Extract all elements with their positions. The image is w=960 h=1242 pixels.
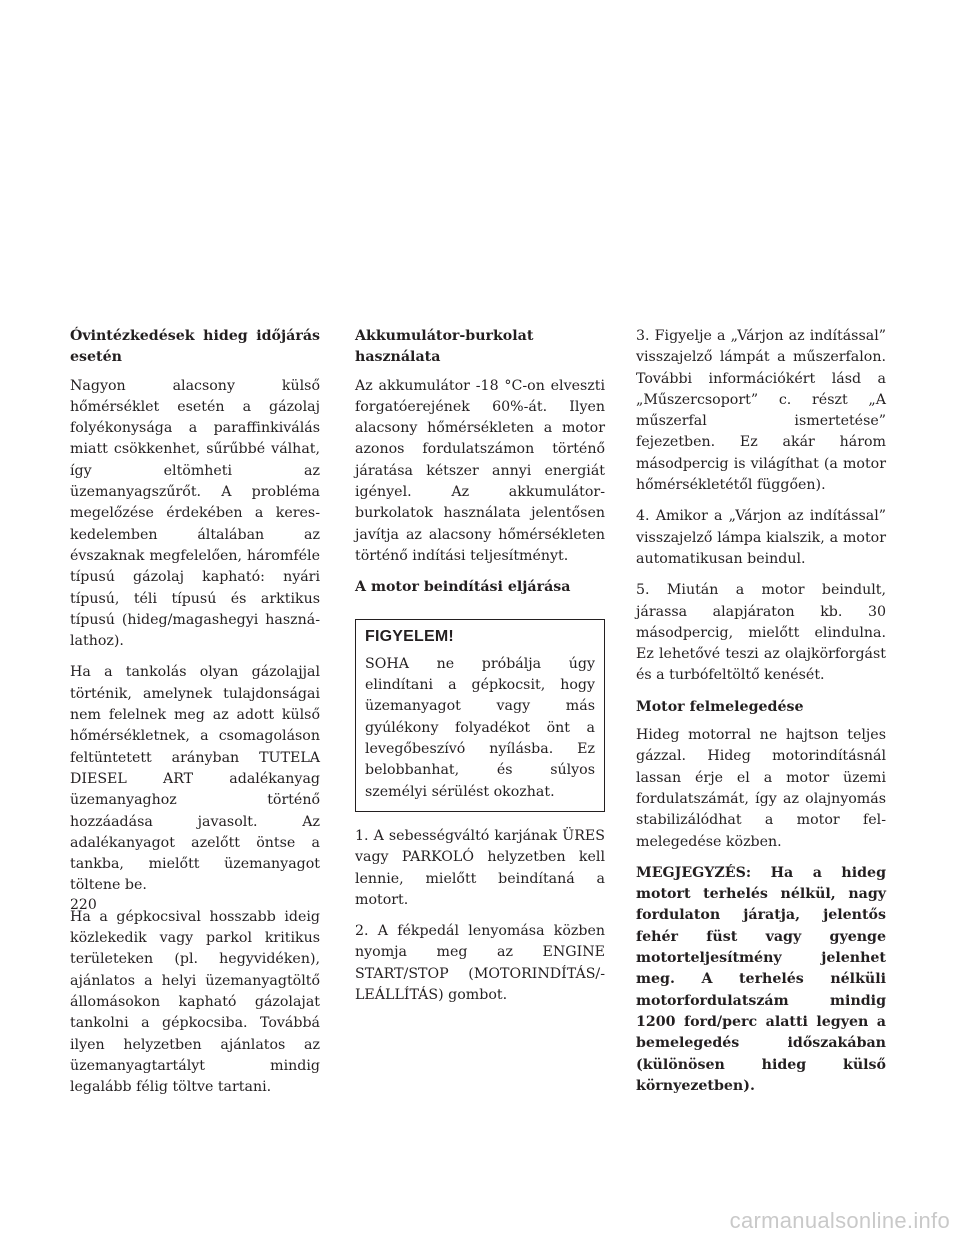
warning-text: SOHA ne próbálja úgy elindítani a gépkocsit, hogy üzemanyagot vagy más gyúlékony folyadékot önt a levegőbeszívó nyílásba. Ez belobbanhat, és súlyos személyi sérülést okozhat. — [365, 655, 595, 800]
page-number: 220 — [70, 897, 97, 913]
column-2 — [355, 326, 605, 1016]
section-heading-cold-weather: Óvintézkedések hideg időjárás esetén — [70, 328, 320, 366]
watermark: carmanualsonline.info — [729, 1208, 950, 1233]
step-1: 1. A sebességváltó karjának ÜRES vagy PARKOLÓ helyzetben kell lennie, mielőtt beindítaná a motort. — [355, 827, 605, 908]
column-1 — [70, 326, 320, 1108]
note-paragraph: MEGJEGYZÉS: Ha a hideg motort terhelés nélkül, nagy fordulaton járatja, jelentős fehér füst vagy gyenge motorteljesítmény jelenhet meg. A terhelés nélküli motorfordulatszám mindig 1200 ford/perc alatti legyen a bemelegedés időszakában (különösen hideg külső környezetben). — [636, 864, 886, 1094]
section-heading-battery-cover: Akkumulátor-burkolat használata — [355, 328, 534, 366]
step-3: 3. Figyelje a „Várjon az indítással” visszajelző lámpát a műszerfalon. További információkért lásd a „Műszercsoport” c. részt „A műszerfal ismertetése” fejezetben. Ez akár három másodpercig is világíthat (a motor hőmérsékletétől függően). — [636, 328, 886, 494]
warning-title: FIGYELEM! — [365, 627, 454, 645]
section-heading-engine-start: A motor beindítási eljárása — [355, 579, 571, 596]
paragraph-cold-weather-1: Nagyon alacsony külső hőmérséklet esetén a gázolaj folyékonysága a paraffinkiválás miatt csökkenhet, sűrűbbé válhat, így eltömheti az üzemanyagszűrőt. A probléma megelőzése érdekében a kereskedelemben általában az évszaknak megfelelően, háromféle típusú gázolaj kapható: nyári típusú, téli típusú és arktikus típusú (hideg/magashegyi használathoz). — [70, 377, 320, 650]
step-4: 4. Amikor a „Várjon az indítással” visszajelző lámpa kialszik, a motor automatikusan beindul. — [636, 508, 886, 567]
paragraph-cold-weather-3: Ha a gépkocsival hosszabb ideig közlekedik vagy parkol kritikus területeken (pl. hegyvidéken), ajánlatos a helyi üzemanyagtöltő állomásokon kapható gázolajat tankolni a gépkocsiba. Továbbá ilyen helyzetben ajánlatos az üzemanyagtartályt mindig legalább félig töltve tartani. — [70, 908, 320, 1096]
step-2: 2. A fékpedál lenyomása közben nyomja meg az ENGINE START/STOP (MOTORINDÍTÁS/-LEÁLLÍTÁS) gombot. — [355, 923, 605, 1004]
paragraph-battery-cover: Az akkumulátor -18 °C-on elveszti forgatóerejének 60%-át. Ilyen alacsony hőmérsékleten a motor azonos fordulatszámon történő járatása kétszer annyi energiát igényel. Az akkumulátorburkolatok használata jelentősen javítja az alacsony hőmérsékleten történő indítási teljesítményt. — [355, 377, 605, 564]
section-heading-warm-up: Motor felmelegedése — [636, 698, 804, 715]
paragraph-cold-weather-2: Ha a tankolás olyan gázolajjal történik, amelynek tulajdonságai nem felelnek meg az adott külső hőmérsékletnek, a csomagoláson feltüntetett arányban TUTELA DIESEL ART adalékanyag üzemanyaghoz történő hozzáadása javasolt. Az adalékanyagot azelőtt öntse a tankba, mielőtt üzemanyagot töltene be. — [70, 664, 320, 894]
step-5: 5. Miután a motor beindult, járassa alapjáraton kb. 30 másodpercig, mielőtt elindulna. Ez lehetővé teszi az olajkörforgást és a turbófeltöltő kenését. — [636, 582, 886, 684]
column-3 — [636, 326, 886, 1107]
warning-box — [355, 619, 605, 812]
paragraph-warm-up: Hideg motorral ne hajtson teljes gázzal. Hideg motorindításnál lassan érje el a motor üzemi fordulatszámát, így az olajnyomás stabilizálódhat a motor felmelegedése közben. — [636, 727, 886, 850]
